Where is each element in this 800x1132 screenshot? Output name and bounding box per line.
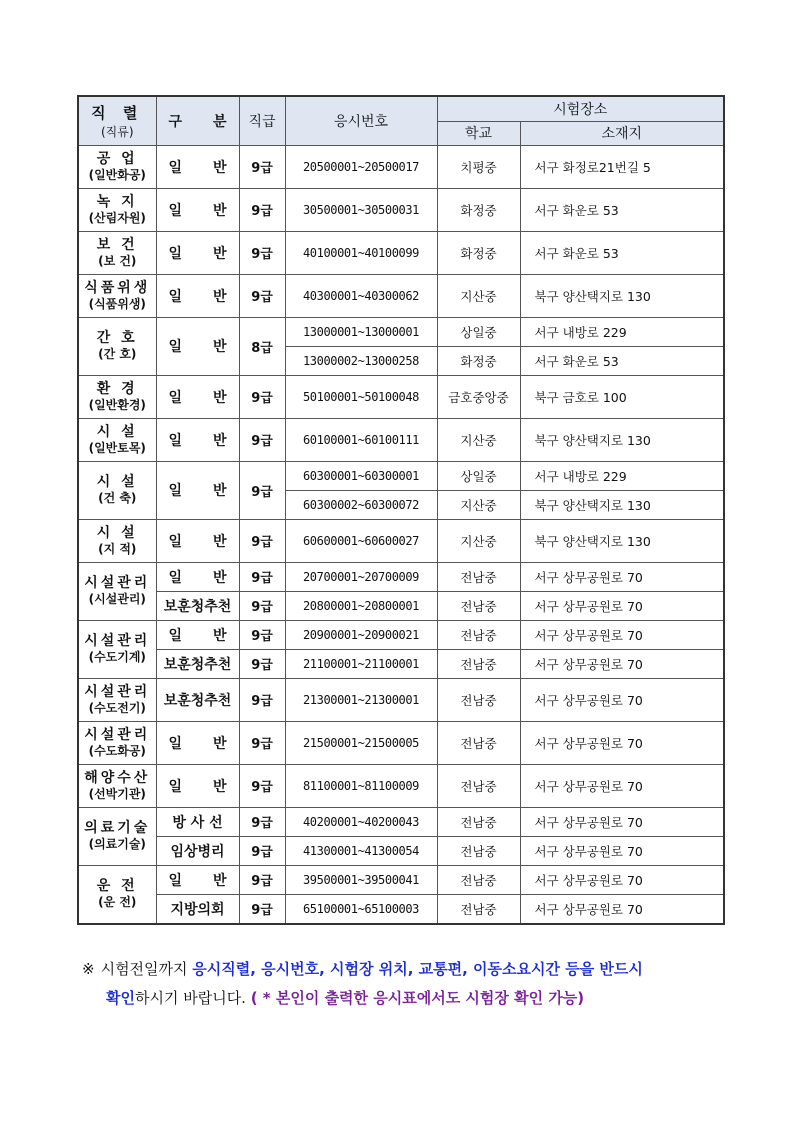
table-row xyxy=(78,649,724,678)
school-cell: 지산중 xyxy=(437,519,520,562)
table-row xyxy=(78,145,724,188)
exam-venue-table xyxy=(77,95,725,925)
grade-cell: 9급 xyxy=(239,231,285,274)
address-cell: 서구 내방로 229 xyxy=(520,317,724,346)
gubun-cell: 일 반 xyxy=(156,865,239,894)
gubun-cell: 일 반 xyxy=(156,188,239,231)
grade-cell: 9급 xyxy=(239,721,285,764)
school-cell: 지산중 xyxy=(437,418,520,461)
table-row xyxy=(78,461,724,490)
jikryeol-cell: 해양수산 (선박기관) xyxy=(78,764,156,807)
jikryeol-cell: 식품위생 (식품위생) xyxy=(78,274,156,317)
grade-cell: 9급 xyxy=(239,519,285,562)
number-cell: 13000001~13000001 xyxy=(285,317,437,346)
address-cell: 서구 상무공원로 70 xyxy=(520,678,724,721)
gubun-cell: 일 반 xyxy=(156,562,239,591)
address-cell: 북구 금호로 100 xyxy=(520,375,724,418)
table-row xyxy=(78,418,724,461)
header-school: 학교 xyxy=(437,121,520,145)
jikryeol-cell: 보 건 (보 건) xyxy=(78,231,156,274)
table-row xyxy=(78,807,724,836)
number-cell: 40200001~40200043 xyxy=(285,807,437,836)
jikryeol-cell: 시설관리 (수도기계) xyxy=(78,620,156,678)
number-cell: 30500001~30500031 xyxy=(285,188,437,231)
school-cell: 전남중 xyxy=(437,764,520,807)
school-cell: 전남중 xyxy=(437,678,520,721)
school-cell: 상일중 xyxy=(437,317,520,346)
gubun-cell: 일 반 xyxy=(156,317,239,375)
grade-cell: 9급 xyxy=(239,678,285,721)
table-row xyxy=(78,375,724,418)
number-cell: 81100001~81100009 xyxy=(285,764,437,807)
school-cell: 전남중 xyxy=(437,865,520,894)
gubun-cell: 일 반 xyxy=(156,721,239,764)
address-cell: 북구 양산택지로 130 xyxy=(520,519,724,562)
grade-cell: 9급 xyxy=(239,894,285,924)
address-cell: 북구 양산택지로 130 xyxy=(520,274,724,317)
school-cell: 전남중 xyxy=(437,649,520,678)
school-cell: 화정중 xyxy=(437,188,520,231)
jikryeol-cell: 운 전 (운 전) xyxy=(78,865,156,924)
gubun-cell: 일 반 xyxy=(156,620,239,649)
school-cell: 전남중 xyxy=(437,836,520,865)
address-cell: 서구 화운로 53 xyxy=(520,188,724,231)
address-cell: 서구 상무공원로 70 xyxy=(520,721,724,764)
grade-cell: 9급 xyxy=(239,807,285,836)
gubun-cell: 일 반 xyxy=(156,461,239,519)
school-cell: 전남중 xyxy=(437,620,520,649)
address-cell: 서구 상무공원로 70 xyxy=(520,620,724,649)
address-cell: 북구 양산택지로 130 xyxy=(520,490,724,519)
gubun-cell: 보훈청추천 xyxy=(156,678,239,721)
school-cell: 치평중 xyxy=(437,145,520,188)
table-row xyxy=(78,562,724,591)
header-venue: 시험장소 xyxy=(437,96,724,121)
notice-text: 시험전일까지 xyxy=(100,960,193,978)
address-cell: 서구 상무공원로 70 xyxy=(520,649,724,678)
address-cell: 서구 상무공원로 70 xyxy=(520,591,724,620)
jikryeol-cell: 시설관리 (수도전기) xyxy=(78,678,156,721)
school-cell: 지산중 xyxy=(437,274,520,317)
table-row xyxy=(78,188,724,231)
notice xyxy=(82,955,722,1013)
school-cell: 화정중 xyxy=(437,346,520,375)
table-row xyxy=(78,678,724,721)
number-cell: 20700001~20700009 xyxy=(285,562,437,591)
grade-cell: 9급 xyxy=(239,836,285,865)
gubun-cell: 일 반 xyxy=(156,764,239,807)
school-cell: 전남중 xyxy=(437,562,520,591)
address-cell: 서구 내방로 229 xyxy=(520,461,724,490)
number-cell: 60100001~60100111 xyxy=(285,418,437,461)
gubun-cell: 임상병리 xyxy=(156,836,239,865)
grade-cell: 9급 xyxy=(239,764,285,807)
school-cell: 금호중앙중 xyxy=(437,375,520,418)
grade-cell: 9급 xyxy=(239,591,285,620)
jikryeol-cell: 간 호 (간 호) xyxy=(78,317,156,375)
address-cell: 서구 상무공원로 70 xyxy=(520,836,724,865)
table-row xyxy=(78,721,724,764)
gubun-cell: 일 반 xyxy=(156,418,239,461)
gubun-cell: 보훈청추천 xyxy=(156,591,239,620)
notice-line-1 xyxy=(82,955,722,984)
number-cell: 21100001~21100001 xyxy=(285,649,437,678)
address-cell: 서구 상무공원로 70 xyxy=(520,894,724,924)
table-row xyxy=(78,620,724,649)
school-cell: 전남중 xyxy=(437,721,520,764)
table-row xyxy=(78,519,724,562)
header-grade: 직급 xyxy=(239,96,285,145)
jikryeol-cell: 의료기술 (의료기술) xyxy=(78,807,156,865)
notice-parenthetical: ( * 본인이 출력한 응시표에서도 시험장 확인 가능) xyxy=(250,989,585,1007)
table-row xyxy=(78,274,724,317)
jikryeol-cell: 시설관리 (시설관리) xyxy=(78,562,156,620)
number-cell: 60600001~60600027 xyxy=(285,519,437,562)
gubun-cell: 일 반 xyxy=(156,274,239,317)
grade-cell: 9급 xyxy=(239,649,285,678)
address-cell: 서구 상무공원로 70 xyxy=(520,562,724,591)
school-cell: 화정중 xyxy=(437,231,520,274)
reference-mark: ※ xyxy=(82,960,95,978)
gubun-cell: 지방의회 xyxy=(156,894,239,924)
jikryeol-cell: 환 경 (일반환경) xyxy=(78,375,156,418)
header-address: 소재지 xyxy=(520,121,724,145)
number-cell: 40100001~40100099 xyxy=(285,231,437,274)
number-cell: 60300002~60300072 xyxy=(285,490,437,519)
jikryeol-cell: 시설관리 (수도화공) xyxy=(78,721,156,764)
gubun-cell: 일 반 xyxy=(156,145,239,188)
grade-cell: 9급 xyxy=(239,274,285,317)
address-cell: 서구 상무공원로 70 xyxy=(520,865,724,894)
jikryeol-cell: 시 설 (지 적) xyxy=(78,519,156,562)
jikryeol-cell: 공 업 (일반화공) xyxy=(78,145,156,188)
table-row xyxy=(78,591,724,620)
number-cell: 20800001~20800001 xyxy=(285,591,437,620)
table-row xyxy=(78,231,724,274)
school-cell: 전남중 xyxy=(437,591,520,620)
gubun-cell: 보훈청추천 xyxy=(156,649,239,678)
header-number: 응시번호 xyxy=(285,96,437,145)
grade-cell: 9급 xyxy=(239,865,285,894)
address-cell: 서구 화운로 53 xyxy=(520,346,724,375)
number-cell: 40300001~40300062 xyxy=(285,274,437,317)
notice-emphasis-confirm: 확인 xyxy=(106,989,135,1007)
number-cell: 21500001~21500005 xyxy=(285,721,437,764)
gubun-cell: 일 반 xyxy=(156,519,239,562)
school-cell: 상일중 xyxy=(437,461,520,490)
table-row xyxy=(78,865,724,894)
number-cell: 13000002~13000258 xyxy=(285,346,437,375)
school-cell: 전남중 xyxy=(437,894,520,924)
grade-cell: 8급 xyxy=(239,317,285,375)
header-gubun: 구 분 xyxy=(156,96,239,145)
grade-cell: 9급 xyxy=(239,461,285,519)
number-cell: 20900001~20900021 xyxy=(285,620,437,649)
grade-cell: 9급 xyxy=(239,188,285,231)
number-cell: 65100001~65100003 xyxy=(285,894,437,924)
number-cell: 60300001~60300001 xyxy=(285,461,437,490)
notice-emphasis: 응시직렬, 응시번호, 시험장 위치, 교통편, 이동소요시간 등을 반드시 xyxy=(192,960,643,978)
grade-cell: 9급 xyxy=(239,145,285,188)
number-cell: 41300001~41300054 xyxy=(285,836,437,865)
grade-cell: 9급 xyxy=(239,375,285,418)
header-jikryeol: 직 렬 (직류) xyxy=(78,96,156,145)
table-row xyxy=(78,836,724,865)
grade-cell: 9급 xyxy=(239,418,285,461)
table-row xyxy=(78,764,724,807)
gubun-cell: 일 반 xyxy=(156,231,239,274)
school-cell: 지산중 xyxy=(437,490,520,519)
number-cell: 50100001~50100048 xyxy=(285,375,437,418)
grade-cell: 9급 xyxy=(239,562,285,591)
gubun-cell: 일 반 xyxy=(156,375,239,418)
number-cell: 21300001~21300001 xyxy=(285,678,437,721)
notice-text-2: 하시기 바랍니다. xyxy=(134,989,251,1007)
address-cell: 서구 화정로21번길 5 xyxy=(520,145,724,188)
jikryeol-cell: 시 설 (일반토목) xyxy=(78,418,156,461)
table-row xyxy=(78,317,724,346)
jikryeol-cell: 녹 지 (산림자원) xyxy=(78,188,156,231)
number-cell: 20500001~20500017 xyxy=(285,145,437,188)
number-cell: 39500001~39500041 xyxy=(285,865,437,894)
notice-line-2 xyxy=(82,984,722,1013)
address-cell: 서구 상무공원로 70 xyxy=(520,764,724,807)
grade-cell: 9급 xyxy=(239,620,285,649)
address-cell: 북구 양산택지로 130 xyxy=(520,418,724,461)
school-cell: 전남중 xyxy=(437,807,520,836)
address-cell: 서구 화운로 53 xyxy=(520,231,724,274)
address-cell: 서구 상무공원로 70 xyxy=(520,807,724,836)
gubun-cell: 방 사 선 xyxy=(156,807,239,836)
table-row xyxy=(78,894,724,924)
jikryeol-cell: 시 설 (건 축) xyxy=(78,461,156,519)
